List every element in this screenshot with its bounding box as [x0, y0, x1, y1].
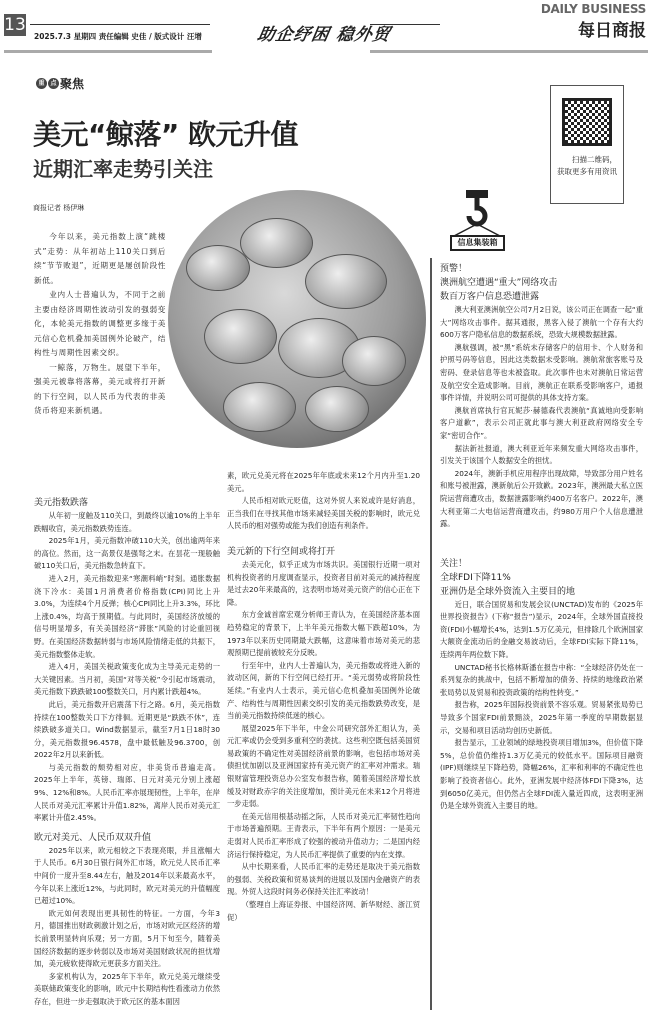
section-heading: 欧元对美元、人民币双双升值 — [34, 832, 152, 843]
headline: 美元“鲸落” 欧元升值 — [33, 118, 299, 151]
paragraph: 展望2025年下半年，中金公司研究部外汇组认为，美元汇率或仍会受到多重利空的袭扰。这些利空既包括美国贸易政策的不确定性对美国经济前景的影响，也包括市场对美债担忧加剧以及亚洲国家持有美元资产的汇率对冲需求。瑞银财富管理投资总办公室发布报告称，随着美国经济增长放缓及对财政赤字的关注度增加，预计美元在未来12个月将进一步走弱。 — [227, 723, 420, 809]
paragraph: 进入2月，美元指数迎来“寒潮料峭”时刻。通胀数据浇下冷水：美国1月消费者价格指数(CPI)同比上升3.0%，为连续4个月反弹；核心CPI同比上升3.3%，环比上涨0.4%，均高于预期值。与此同时，美国经济放缓的信号明显增多，有关美国经济“滞胀”风险的讨论重回视野。在美国经济数据转弱与市场风险情绪走低的共振下，美元指数整体走软。 — [34, 573, 220, 659]
news-kicker: 关注！ — [440, 558, 468, 569]
paragraph: 澳航首席执行官瓦妮莎·赫德森代表澳航“真诚地向受影响客户道歉”，表示公司正就此事与澳大利亚政府网络安全专家“密切合作”。 — [440, 405, 643, 440]
header-rule — [370, 24, 440, 25]
paragraph: 欧元如何表现出更具韧性的特征。一方面，今年3月，德国推出财政刺激计划之后，市场对欧元区经济的增长前景明显转向乐观；另一方面，5月下旬至今，随着美国经济数据的逐步转弱以及市场对美国财政状况的担忧增加，美元疲软使得欧元更获多方面关注。 — [34, 908, 220, 969]
news-title: 全球FDI下降11% — [440, 572, 511, 583]
coins-photo — [168, 190, 426, 448]
paragraph: 2025年以来，欧元相较之下表现亮眼，并且涨幅大于人民币。6月30日银行间外汇市场，欧元兑人民币汇率中间价一度升至8.44左右，触及2014年以来最高水平，今年以来上涨近12%，与此同时，欧元对美元的升值幅度已超过10%。 — [34, 845, 220, 906]
paragraph: 据法新社报道，澳大利亚近年来频发重大网络攻击事件，引发关于该国个人数据安全的担忧。 — [440, 443, 643, 466]
news-title: 亚洲仍是全球外资流入主要目的地 — [440, 586, 576, 597]
paragraph: 此后，美元指数开启震荡下行之路。6月，美元指数持续在100整数关口下方徘徊。近期更是“跌跌不休”，连续跌破多道关口。Wind数据显示，截至7月1日18时30分，美元指数报96.4578，盘中最低触及96.3700，创2022年2月以来新低。 — [34, 699, 220, 760]
paragraph: 近日，联合国贸易和发展会议(UNCTAD)发布的《2025年世界投资报告》(下称“报告”)显示，2024年，全球外国直接投资(FDI)小幅增长4%，达到1.5万亿美元，但排除几个欧洲国家大额资金流动后的金融交易波动后，全球FDI实际下降11%，连续两年两位数下降。 — [440, 599, 643, 660]
paragraph: 业内人士普遍认为，不同于之前主要由经济周期性波动引发的强弱变化，本轮美元指数的调整更多缘于美元信心危机叠加美国例外论破产，结构性与周期性因素交织。 — [34, 290, 166, 357]
paragraph: 与美元指数的颓势相对应，非美货币普遍走高。2025年上半年，英镑、瑞郎、日元对美元分别上涨超9%、12%和8%。人民币汇率亦展现韧性，上半年，在岸人民币对美元汇率累计升值1.82%，离岸人民币对美元汇率累计升值2.45%。 — [34, 762, 220, 823]
column-divider — [430, 258, 432, 1010]
qr-code-box[interactable] — [550, 85, 624, 204]
paragraph: 进入4月，美国关税政策变化成为主导美元走势的一大关键因素。当月初，美国“对等关税”令引起市场震动，美元指数下跌跌破100整数关口，月内累计跌超4%。 — [34, 662, 220, 697]
intro-text — [34, 230, 166, 419]
header-rule — [370, 50, 648, 53]
news-kicker: 预警！ — [440, 264, 468, 274]
paragraph: 报告称，2025年国际投资前景不容乐观。贸易紧张局势已导致多个国家FDI前景黯淡，2025年第一季度的早期数据显示，交易和项目活动均创历史新低。 — [440, 700, 643, 735]
section-heading: 美元新的下行空间或将打开 — [227, 546, 336, 557]
slogan: 助企纾困 稳外贸 — [255, 25, 393, 45]
paragraph: 澳航强调，被“黑”系统未存储客户的信用卡、个人财务和护照号码等信息，因此这类数据未受影响。澳航常旅客账号及密码、登录信息等也未被盗取。此次事件也未对澳航日常运营及航空安全造成影响。目前，澳航正在联系受影响客户，通报事件详情，并说明公司可提供的具体支持方案。 — [440, 342, 643, 403]
news-title: 数百万客户信息恐遭泄露 — [440, 292, 540, 302]
qr-caption: 扫描二维码，获取更多有用资讯 — [557, 155, 617, 176]
article-column-1 — [34, 490, 220, 1009]
tag-text: 聚焦 — [60, 77, 85, 91]
paragraph: 一鲸落，万物生。展望下半年，强美元被靠将落幕，美元或将打开新的下行空间，以人民币为代表的非美货币将迎来新机遇。 — [34, 362, 166, 415]
crane-hook-icon — [448, 190, 506, 258]
paragraph: 多家机构认为，2025年下半年，欧元兑美元继续受美联储政策变化的影响，欧元中长期结构性看涨动力依然存在，但进一步走强取决于欧元区的基本面因 — [34, 971, 220, 1006]
news-title: 澳洲航空遭遇“重大”网络攻击 — [440, 278, 558, 288]
paragraph: 报告显示，工业领域的绿地投资项目增加3%，但价值下降5%，总价值仍维持1.3万亿美元的较低水平。国际项目融资(IPF)则继续呈下降趋势，降幅26%，汇率和利率的不确定性也影响了投资者信心。此外，亚洲发展中经济体FDI下降3%，达到6050亿美元，但仍然占全球FDI流入量近四成，这表明亚洲仍是全球外资流入主要目的地。 — [440, 738, 643, 811]
paragraph: 2024年，澳新手机应用程序出现故障，导致部分用户姓名和账号被泄露，澳新航后公开致歉。2023年，澳洲最大私立医院运营商遭攻击，数据泄露影响约400万名客户。2022年，澳大利亚第二大电信运营商遭攻击，约980万用户个人信息遭泄露。 — [440, 468, 643, 529]
paragraph: 从年初一度触及110关口，到最终以逾10%的上半年跌幅收官，美元指数跌势连连。 — [34, 511, 220, 533]
paragraph: 行至年中，业内人士普遍认为，美元指数或将进入新的波动区间，新的下行空间已经打开。“美元弱势或将阶段性延续。”有业内人士表示，美元信心危机叠加美国例外论破产、结构性与周期性因素交织引发的美元指数跌势改变，是当前美元指数持续低迷的核心。 — [227, 660, 420, 721]
paragraph: 2025年1月，美元指数冲破110大关，创出逾两年来的高位。然而，这一高景仅是强弩之末。在昙花一现般触破110关口后，美元指数急转直下。 — [34, 536, 220, 571]
section-heading: 美元指数跌落 — [34, 498, 89, 508]
paragraph: 人民币相对欧元贬值，这对外贸人来说或许是好消息，正当我们在寻找其他市场来减轻美国关税的影响时，欧元兑人民币的相对强势或能为我们创造有利条件。 — [227, 496, 420, 531]
header-rule — [4, 50, 212, 53]
sidebar-news — [440, 262, 643, 813]
brand-chinese: 每日商报 — [578, 21, 646, 41]
tag-dot: 点 — [48, 78, 59, 89]
paragraph: UNCTAD秘书长格林斯潘在报告中称：“全球经济仍处在一系列复杂的挑战中，包括不断增加的债务、持续的地缘政治紧张局势以及贸易和投资政策的结构性转变。” — [440, 662, 643, 697]
byline: 商报记者 杨伊琳 — [33, 204, 85, 212]
subheadline: 近期汇率走势引关注 — [33, 157, 213, 181]
qr-code[interactable] — [562, 98, 612, 146]
paragraph: 在美元信用根基动摇之际，人民币对美元汇率韧性趋向于市场普遍预期。王青表示，下半年有两个原因：一是美元走弱对人民币汇率形成了较强的被动升值动力；二是国内经济运行保持稳定，为人民币汇率提供了重要的内在支撑。 — [227, 811, 420, 859]
tag-dot: 重 — [36, 78, 47, 89]
paragraph: 东方金诚首席宏观分析师王青认为，在美国经济基本面趋势稳定的背景下，上半年美元指数大幅下跌超10%，为1973年以来历史同期最大跌幅，这意味着市场对美元的悲观预期已提前被较充分反映。 — [227, 610, 420, 658]
paragraph: 从中长期来看，人民币汇率的走势还是取决于美元指数的强弱、关税政策和贸易谈判的进展以及国内金融资产的表现。外贸人这段时间务必保持关注汇率波动！ — [227, 862, 420, 897]
source-note: （整理自上海证券报、中国经济网、新华财经、浙江贸促） — [227, 900, 420, 922]
header-rule — [30, 24, 210, 25]
sidebar-label: 信息集装箱 — [450, 235, 505, 251]
paragraph: 澳大利亚澳洲航空公司7月2日说，该公司正在调查一起“重大”网络攻击事件。据其通报，黑客入侵了澳航一个存有大约600万客户隐私信息的数据系统，恐致大规模数据泄露。 — [440, 305, 643, 340]
dateline: 2025.7.3 星期四 责任编辑 史佳 / 版式设计 汪增 — [34, 32, 202, 41]
paragraph: 去美元化，似乎正成为市场共识。美国银行近期一项对机构投资者的月度调查显示，投资者目前对美元的减持程度是过去20年来最高的，这表明市场对美元资产的信心正在下降。 — [227, 559, 420, 607]
section-tag — [36, 75, 84, 92]
brand-english: DAILY BUSINESS — [540, 2, 646, 16]
page-number: 13 — [4, 15, 26, 35]
paragraph: 今年以来，美元指数上演“跳楼式”走势：从年初站上110关口到后续“节节败退”，近期更是屡创阶段性新低。 — [34, 232, 166, 285]
paragraph: 素，欧元兑美元将在2025年年底或未来12个月内升至1.20美元。 — [227, 471, 420, 493]
article-column-2 — [227, 470, 420, 924]
